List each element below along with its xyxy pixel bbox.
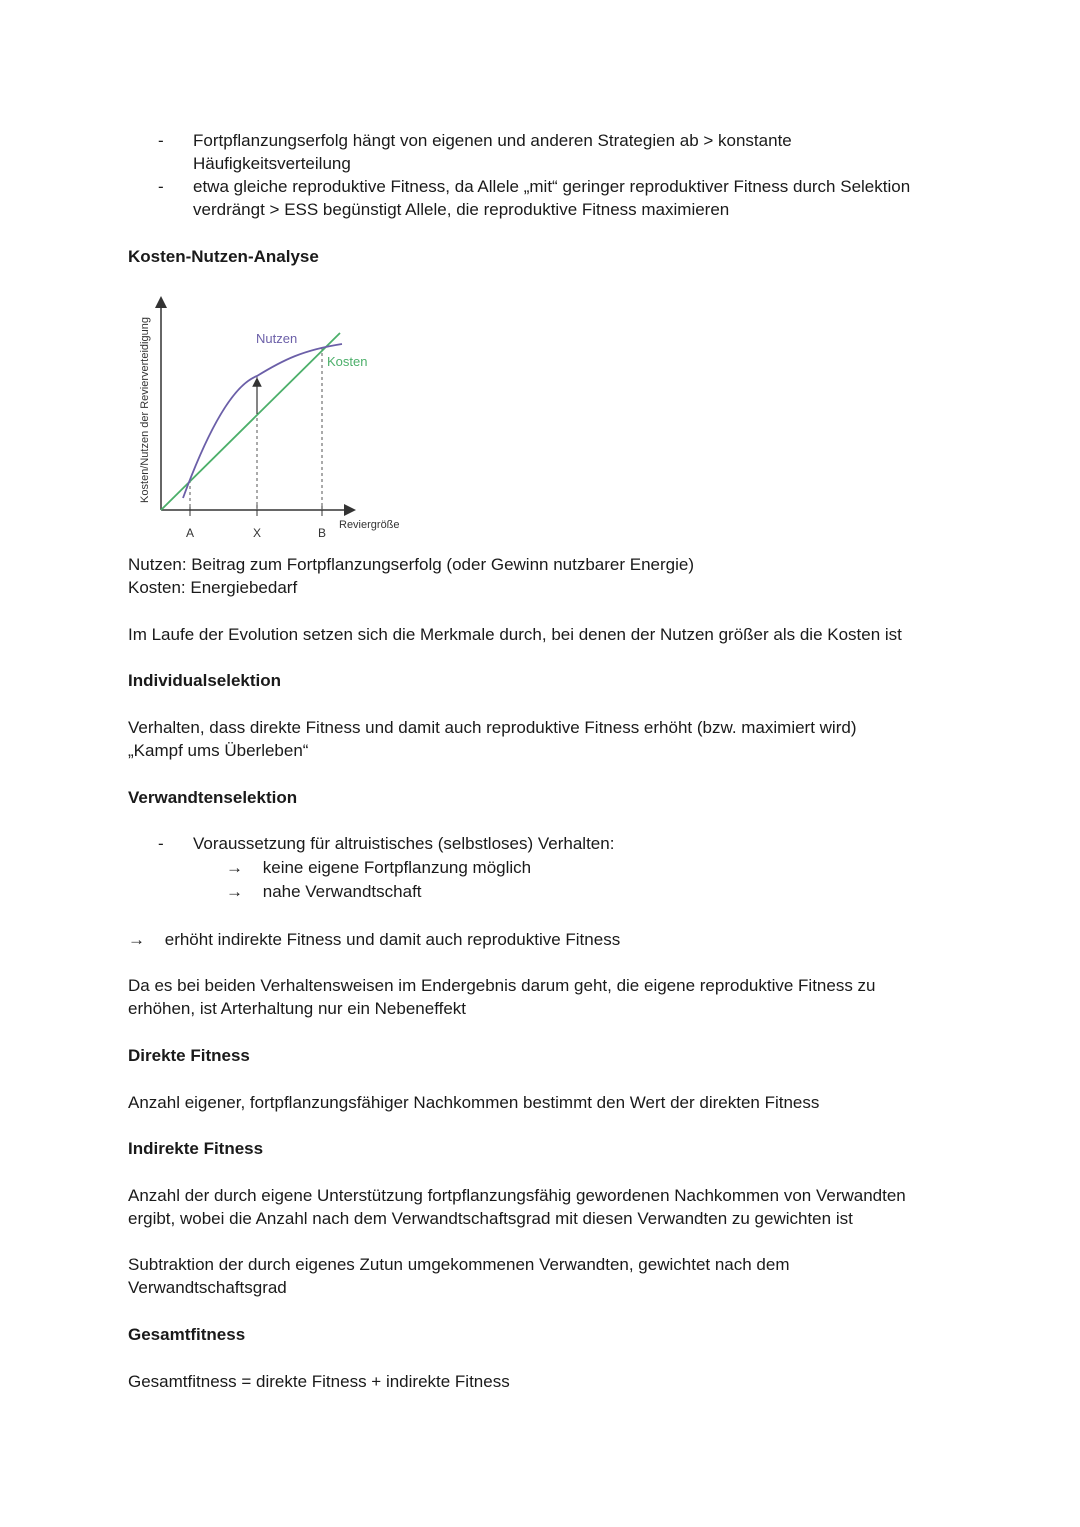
indirekte-p2-line-1: Subtraktion der durch eigenes Zutun umgekommenen Verwandten, gewichtet nach dem [128, 1255, 790, 1274]
series-label-kosten: Kosten [327, 354, 368, 369]
x-tick-label-b: B [317, 526, 327, 540]
bullet-dash: - [158, 131, 164, 150]
arrow-icon: → [226, 882, 243, 901]
indirekte-p2-line-2: Verwandtschaftsgrad [128, 1278, 287, 1297]
definition-kosten: Kosten: Energiebedarf [128, 578, 298, 597]
verwandtenselektion-para-line-1: Da es bei beiden Verhaltensweisen im Endergebnis darum geht, die eigene reproduktive Fitness zu [128, 976, 876, 995]
definition-nutzen: Nutzen: Beitrag zum Fortpflanzungserfolg (oder Gewinn nutzbarer Energie) [128, 555, 695, 574]
y-axis-label: Kosten/Nutzen der Revierverteidigung [139, 317, 151, 503]
heading-kosten-nutzen: Kosten-Nutzen-Analyse [128, 247, 319, 266]
x-axis-label: Reviergröße [339, 519, 400, 531]
intro-bullet-2-line-2: verdrängt > ESS begünstigt Allele, die reproduktive Fitness maximieren [193, 200, 730, 219]
direkte-fitness-text: Anzahl eigener, fortpflanzungsfähiger Nachkommen bestimmt den Wert der direkten Fitness [128, 1093, 820, 1112]
x-tick-label-x: X [252, 526, 262, 540]
heading-direkte-fitness: Direkte Fitness [128, 1046, 250, 1065]
heading-individualselektion: Individualselektion [128, 671, 282, 690]
intro-bullet-1-line-1: Fortpflanzungserfolg hängt von eigenen und anderen Strategien ab > konstante [193, 131, 792, 150]
verwandtenselektion-sub-1 [226, 856, 531, 879]
heading-gesamtfitness: Gesamtfitness [128, 1325, 246, 1344]
intro-bullet-2-line-1: etwa gleiche reproduktive Fitness, da Allele „mit“ geringer reproduktiver Fitness durch Selektion [193, 177, 911, 196]
series-nutzen-curve [183, 344, 342, 498]
intro-bullet-1-line-2: Häufigkeitsverteilung [193, 154, 351, 173]
kosten-nutzen-chart [128, 290, 428, 550]
individualselektion-line-2: „Kampf ums Überleben“ [128, 741, 309, 760]
individualselektion-line-1: Verhalten, dass direkte Fitness und damit auch reproduktive Fitness erhöht (bzw. maximiert wird) [128, 718, 857, 737]
arrow-icon: → [226, 858, 243, 877]
bullet-dash: - [158, 834, 164, 853]
result-text: erhöht indirekte Fitness und damit auch reproduktive Fitness [164, 930, 621, 949]
indirekte-p1-line-1: Anzahl der durch eigene Unterstützung fortpflanzungsfähig gewordenen Nachkommen von Verwandten [128, 1186, 906, 1205]
gesamtfitness-formula: Gesamtfitness = direkte Fitness + indirekte Fitness [128, 1372, 510, 1391]
sub-item-text: nahe Verwandtschaft [262, 882, 422, 901]
arrow-icon: → [128, 930, 145, 949]
indirekte-p1-line-2: ergibt, wobei die Anzahl nach dem Verwandtschaftsgrad mit diesen Verwandten zu gewichten ist [128, 1209, 853, 1228]
bullet-dash: - [158, 177, 164, 196]
x-tick-label-a: A [185, 526, 195, 540]
kosten-nutzen-summary: Im Laufe der Evolution setzen sich die Merkmale durch, bei denen der Nutzen größer als die Kosten ist [128, 625, 902, 644]
series-label-nutzen: Nutzen [256, 331, 298, 346]
heading-verwandtenselektion: Verwandtenselektion [128, 788, 298, 807]
verwandtenselektion-bullet: Voraussetzung für altruistisches (selbstloses) Verhalten: [193, 834, 615, 853]
heading-indirekte-fitness: Indirekte Fitness [128, 1139, 264, 1158]
verwandtenselektion-result [128, 928, 620, 951]
verwandtenselektion-sub-2 [226, 880, 422, 903]
verwandtenselektion-para-line-2: erhöhen, ist Arterhaltung nur ein Nebeneffekt [128, 999, 467, 1018]
sub-item-text: keine eigene Fortpflanzung möglich [262, 858, 532, 877]
